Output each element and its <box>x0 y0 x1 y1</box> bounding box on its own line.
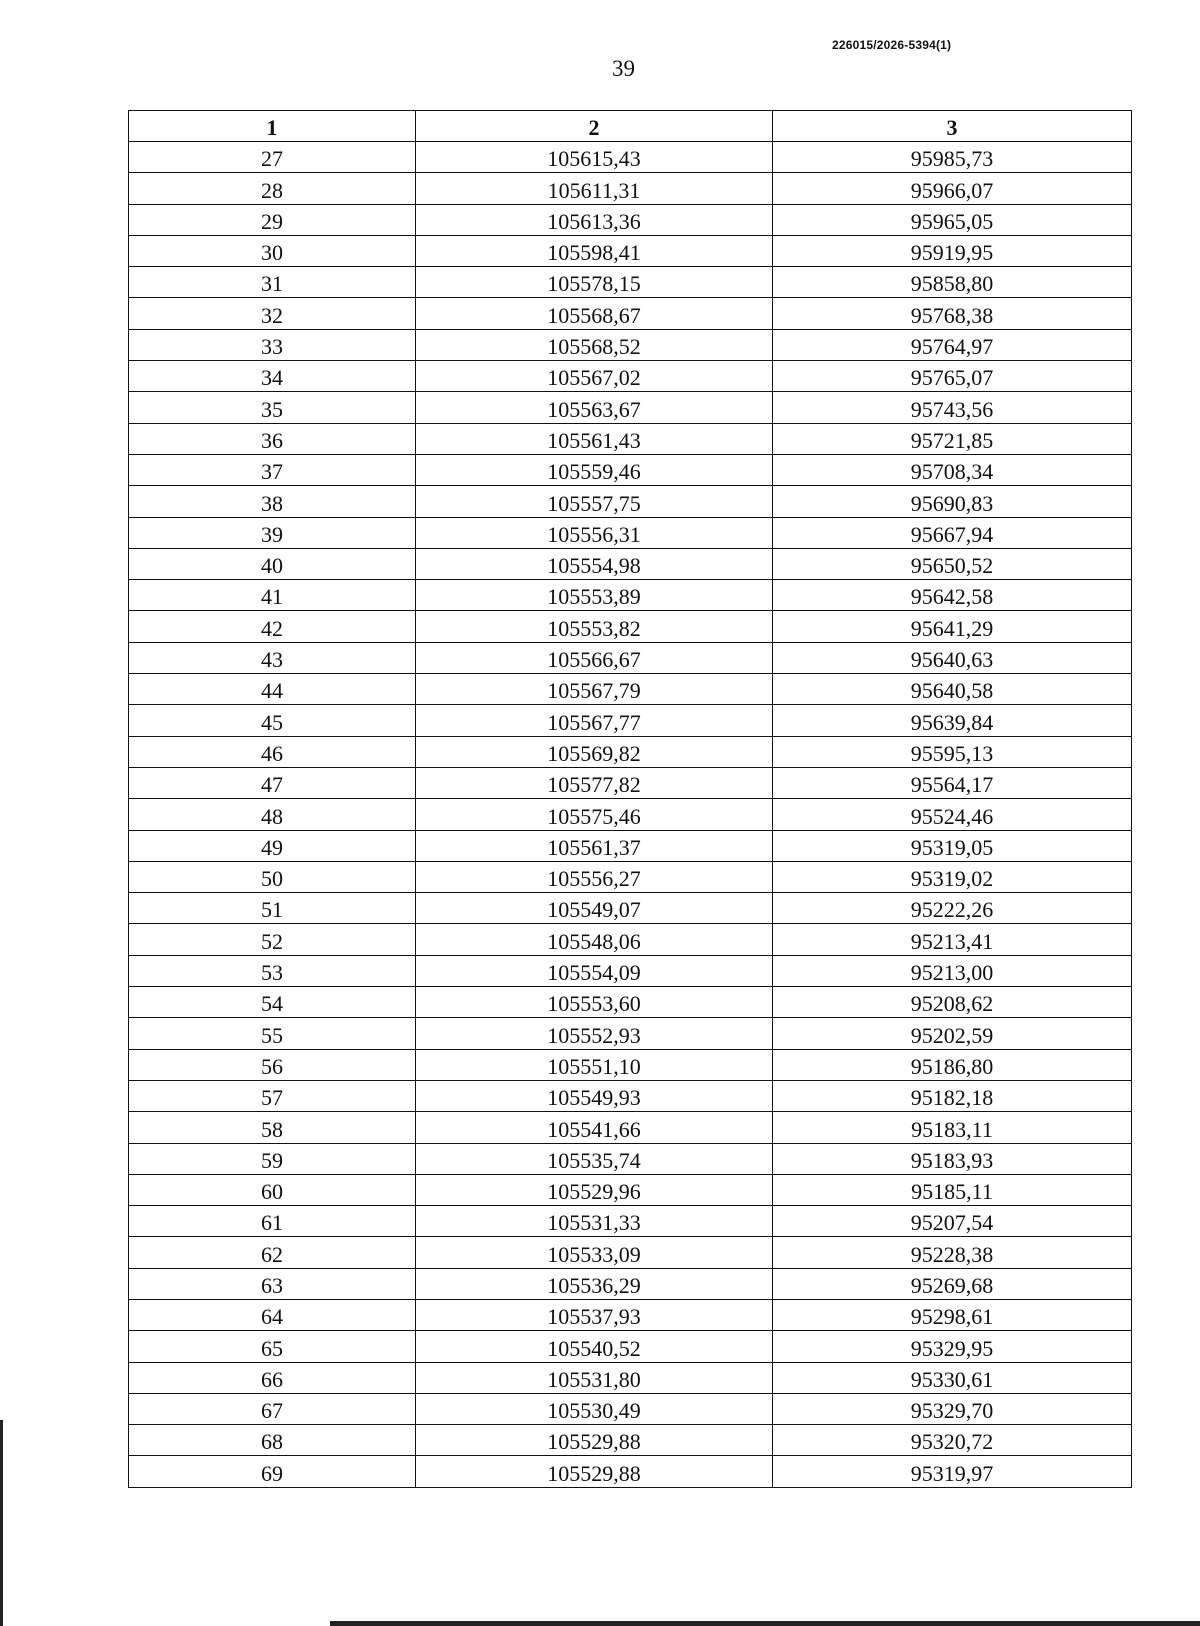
table-cell-col-3: 95564,17 <box>773 767 1132 798</box>
table-row <box>129 1425 1132 1456</box>
table-cell-col-1: 34 <box>129 361 416 392</box>
table-cell-col-2: 105535,74 <box>416 1143 773 1174</box>
table-cell-col-1: 54 <box>129 987 416 1018</box>
table-cell-col-3: 95524,46 <box>773 799 1132 830</box>
document-id: 226015/2026-5394(1) <box>832 38 952 52</box>
table-cell-col-1: 69 <box>129 1456 416 1487</box>
table-cell-col-2: 105530,49 <box>416 1393 773 1424</box>
table-row <box>129 392 1132 423</box>
table-row <box>129 1331 1132 1362</box>
table-cell-col-2: 105568,67 <box>416 298 773 329</box>
table-cell-col-3: 95213,00 <box>773 955 1132 986</box>
table-cell-col-3: 95183,11 <box>773 1112 1132 1143</box>
column-header-3: 3 <box>773 111 1132 142</box>
table-cell-col-2: 105567,02 <box>416 361 773 392</box>
table-cell-col-3: 95269,68 <box>773 1268 1132 1299</box>
table-row <box>129 1362 1132 1393</box>
table-cell-col-1: 64 <box>129 1299 416 1330</box>
table-cell-col-3: 95965,05 <box>773 204 1132 235</box>
table-row <box>129 580 1132 611</box>
table-cell-col-2: 105577,82 <box>416 767 773 798</box>
table-cell-col-1: 33 <box>129 329 416 360</box>
coordinates-table <box>128 110 1132 1488</box>
table-row <box>129 1206 1132 1237</box>
table-cell-col-2: 105552,93 <box>416 1018 773 1049</box>
table-cell-col-3: 95639,84 <box>773 705 1132 736</box>
table-cell-col-3: 95207,54 <box>773 1206 1132 1237</box>
table-cell-col-3: 95858,80 <box>773 267 1132 298</box>
table-cell-col-3: 95319,05 <box>773 830 1132 861</box>
table-cell-col-1: 51 <box>129 893 416 924</box>
table-cell-col-1: 67 <box>129 1393 416 1424</box>
table-row <box>129 298 1132 329</box>
table-cell-col-1: 65 <box>129 1331 416 1362</box>
table-row <box>129 830 1132 861</box>
table-row <box>129 486 1132 517</box>
table-cell-col-1: 41 <box>129 580 416 611</box>
table-cell-col-3: 95667,94 <box>773 517 1132 548</box>
table-cell-col-3: 95640,63 <box>773 642 1132 673</box>
table-cell-col-1: 29 <box>129 204 416 235</box>
table-cell-col-1: 59 <box>129 1143 416 1174</box>
table-cell-col-1: 43 <box>129 642 416 673</box>
table-cell-col-3: 95228,38 <box>773 1237 1132 1268</box>
table-cell-col-2: 105529,96 <box>416 1174 773 1205</box>
table-row <box>129 893 1132 924</box>
scan-edge-left <box>0 1420 3 1626</box>
table-cell-col-1: 48 <box>129 799 416 830</box>
table-cell-col-2: 105540,52 <box>416 1331 773 1362</box>
table-row <box>129 642 1132 673</box>
table-cell-col-1: 52 <box>129 924 416 955</box>
table-cell-col-3: 95319,97 <box>773 1456 1132 1487</box>
table-cell-col-3: 95642,58 <box>773 580 1132 611</box>
table-cell-col-2: 105567,79 <box>416 674 773 705</box>
table-row <box>129 987 1132 1018</box>
table-cell-col-2: 105551,10 <box>416 1049 773 1080</box>
table-cell-col-2: 105529,88 <box>416 1456 773 1487</box>
table-row <box>129 767 1132 798</box>
table-cell-col-3: 95765,07 <box>773 361 1132 392</box>
table-cell-col-3: 95329,70 <box>773 1393 1132 1424</box>
table-cell-col-1: 42 <box>129 611 416 642</box>
table-cell-col-2: 105533,09 <box>416 1237 773 1268</box>
table-row <box>129 736 1132 767</box>
table-cell-col-1: 60 <box>129 1174 416 1205</box>
table-cell-col-3: 95966,07 <box>773 173 1132 204</box>
table-cell-col-1: 55 <box>129 1018 416 1049</box>
table-cell-col-2: 105553,89 <box>416 580 773 611</box>
table-cell-col-2: 105557,75 <box>416 486 773 517</box>
table-cell-col-2: 105556,27 <box>416 861 773 892</box>
table-cell-col-2: 105554,09 <box>416 955 773 986</box>
table-row <box>129 454 1132 485</box>
table-cell-col-2: 105549,07 <box>416 893 773 924</box>
table-row <box>129 924 1132 955</box>
table-row <box>129 1018 1132 1049</box>
table-cell-col-3: 95641,29 <box>773 611 1132 642</box>
table-cell-col-1: 50 <box>129 861 416 892</box>
table-row <box>129 235 1132 266</box>
table-row <box>129 799 1132 830</box>
table-cell-col-3: 95690,83 <box>773 486 1132 517</box>
table-row <box>129 204 1132 235</box>
table-cell-col-1: 31 <box>129 267 416 298</box>
table-row <box>129 267 1132 298</box>
table-row <box>129 1049 1132 1080</box>
table-cell-col-2: 105536,29 <box>416 1268 773 1299</box>
table-row <box>129 1456 1132 1487</box>
table-header-row <box>129 111 1132 142</box>
table-row <box>129 517 1132 548</box>
table-row <box>129 1268 1132 1299</box>
table-cell-col-3: 95182,18 <box>773 1080 1132 1111</box>
table-cell-col-2: 105549,93 <box>416 1080 773 1111</box>
page-number: 39 <box>612 56 635 81</box>
table-row <box>129 1393 1132 1424</box>
table-cell-col-3: 95185,11 <box>773 1174 1132 1205</box>
table-cell-col-3: 95319,02 <box>773 861 1132 892</box>
table-cell-col-1: 53 <box>129 955 416 986</box>
table-cell-col-1: 56 <box>129 1049 416 1080</box>
table-row <box>129 955 1132 986</box>
table-cell-col-3: 95919,95 <box>773 235 1132 266</box>
table-cell-col-1: 36 <box>129 423 416 454</box>
table-cell-col-3: 95743,56 <box>773 392 1132 423</box>
table-cell-col-3: 95202,59 <box>773 1018 1132 1049</box>
table-cell-col-1: 38 <box>129 486 416 517</box>
table-cell-col-1: 62 <box>129 1237 416 1268</box>
table-cell-col-2: 105553,82 <box>416 611 773 642</box>
table-cell-col-1: 32 <box>129 298 416 329</box>
column-header-2: 2 <box>416 111 773 142</box>
table-cell-col-2: 105598,41 <box>416 235 773 266</box>
table-cell-col-3: 95768,38 <box>773 298 1132 329</box>
table-cell-col-1: 58 <box>129 1112 416 1143</box>
table-cell-col-2: 105548,06 <box>416 924 773 955</box>
table-cell-col-3: 95186,80 <box>773 1049 1132 1080</box>
table-cell-col-1: 68 <box>129 1425 416 1456</box>
table-row <box>129 142 1132 173</box>
table-cell-col-3: 95721,85 <box>773 423 1132 454</box>
table-cell-col-3: 95208,62 <box>773 987 1132 1018</box>
table-cell-col-2: 105554,98 <box>416 548 773 579</box>
table-cell-col-3: 95985,73 <box>773 142 1132 173</box>
table-cell-col-3: 95650,52 <box>773 548 1132 579</box>
table-cell-col-3: 95320,72 <box>773 1425 1132 1456</box>
table-cell-col-1: 49 <box>129 830 416 861</box>
table-cell-col-2: 105615,43 <box>416 142 773 173</box>
table-row <box>129 861 1132 892</box>
table-cell-col-1: 61 <box>129 1206 416 1237</box>
table-cell-col-1: 57 <box>129 1080 416 1111</box>
table-cell-col-2: 105531,80 <box>416 1362 773 1393</box>
scan-edge-bottom <box>330 1621 1200 1626</box>
table-cell-col-1: 40 <box>129 548 416 579</box>
table-row <box>129 361 1132 392</box>
table-row <box>129 1299 1132 1330</box>
table-row <box>129 705 1132 736</box>
table-row <box>129 423 1132 454</box>
table-cell-col-2: 105611,31 <box>416 173 773 204</box>
table-cell-col-2: 105566,67 <box>416 642 773 673</box>
table-row <box>129 1174 1132 1205</box>
table-cell-col-2: 105575,46 <box>416 799 773 830</box>
table-cell-col-1: 27 <box>129 142 416 173</box>
table-cell-col-2: 105559,46 <box>416 454 773 485</box>
table-cell-col-2: 105578,15 <box>416 267 773 298</box>
table-cell-col-1: 39 <box>129 517 416 548</box>
table-cell-col-1: 30 <box>129 235 416 266</box>
table-cell-col-3: 95329,95 <box>773 1331 1132 1362</box>
table-cell-col-2: 105569,82 <box>416 736 773 767</box>
table-cell-col-1: 66 <box>129 1362 416 1393</box>
table-row <box>129 611 1132 642</box>
table-cell-col-2: 105529,88 <box>416 1425 773 1456</box>
table-cell-col-3: 95764,97 <box>773 329 1132 360</box>
table-cell-col-2: 105613,36 <box>416 204 773 235</box>
table-row <box>129 1080 1132 1111</box>
table-cell-col-3: 95708,34 <box>773 454 1132 485</box>
table-cell-col-1: 37 <box>129 454 416 485</box>
table-cell-col-3: 95298,61 <box>773 1299 1132 1330</box>
table-cell-col-3: 95330,61 <box>773 1362 1132 1393</box>
table-cell-col-3: 95640,58 <box>773 674 1132 705</box>
table-cell-col-1: 46 <box>129 736 416 767</box>
table-row <box>129 674 1132 705</box>
table-cell-col-2: 105553,60 <box>416 987 773 1018</box>
table-row <box>129 1237 1132 1268</box>
table-cell-col-3: 95595,13 <box>773 736 1132 767</box>
table-row <box>129 548 1132 579</box>
column-header-1: 1 <box>129 111 416 142</box>
table-cell-col-1: 63 <box>129 1268 416 1299</box>
table-cell-col-3: 95222,26 <box>773 893 1132 924</box>
table-cell-col-2: 105561,37 <box>416 830 773 861</box>
table-cell-col-2: 105563,67 <box>416 392 773 423</box>
table-row <box>129 1143 1132 1174</box>
table-row <box>129 173 1132 204</box>
table-cell-col-1: 28 <box>129 173 416 204</box>
table-cell-col-3: 95213,41 <box>773 924 1132 955</box>
table-cell-col-2: 105531,33 <box>416 1206 773 1237</box>
table-cell-col-2: 105537,93 <box>416 1299 773 1330</box>
table-cell-col-2: 105556,31 <box>416 517 773 548</box>
table-row <box>129 1112 1132 1143</box>
table-cell-col-2: 105568,52 <box>416 329 773 360</box>
table-cell-col-1: 35 <box>129 392 416 423</box>
table-cell-col-2: 105561,43 <box>416 423 773 454</box>
table-body <box>129 142 1132 1488</box>
table-cell-col-1: 44 <box>129 674 416 705</box>
table-cell-col-1: 45 <box>129 705 416 736</box>
table-cell-col-1: 47 <box>129 767 416 798</box>
table-cell-col-3: 95183,93 <box>773 1143 1132 1174</box>
table-cell-col-2: 105541,66 <box>416 1112 773 1143</box>
table-cell-col-2: 105567,77 <box>416 705 773 736</box>
table-row <box>129 329 1132 360</box>
